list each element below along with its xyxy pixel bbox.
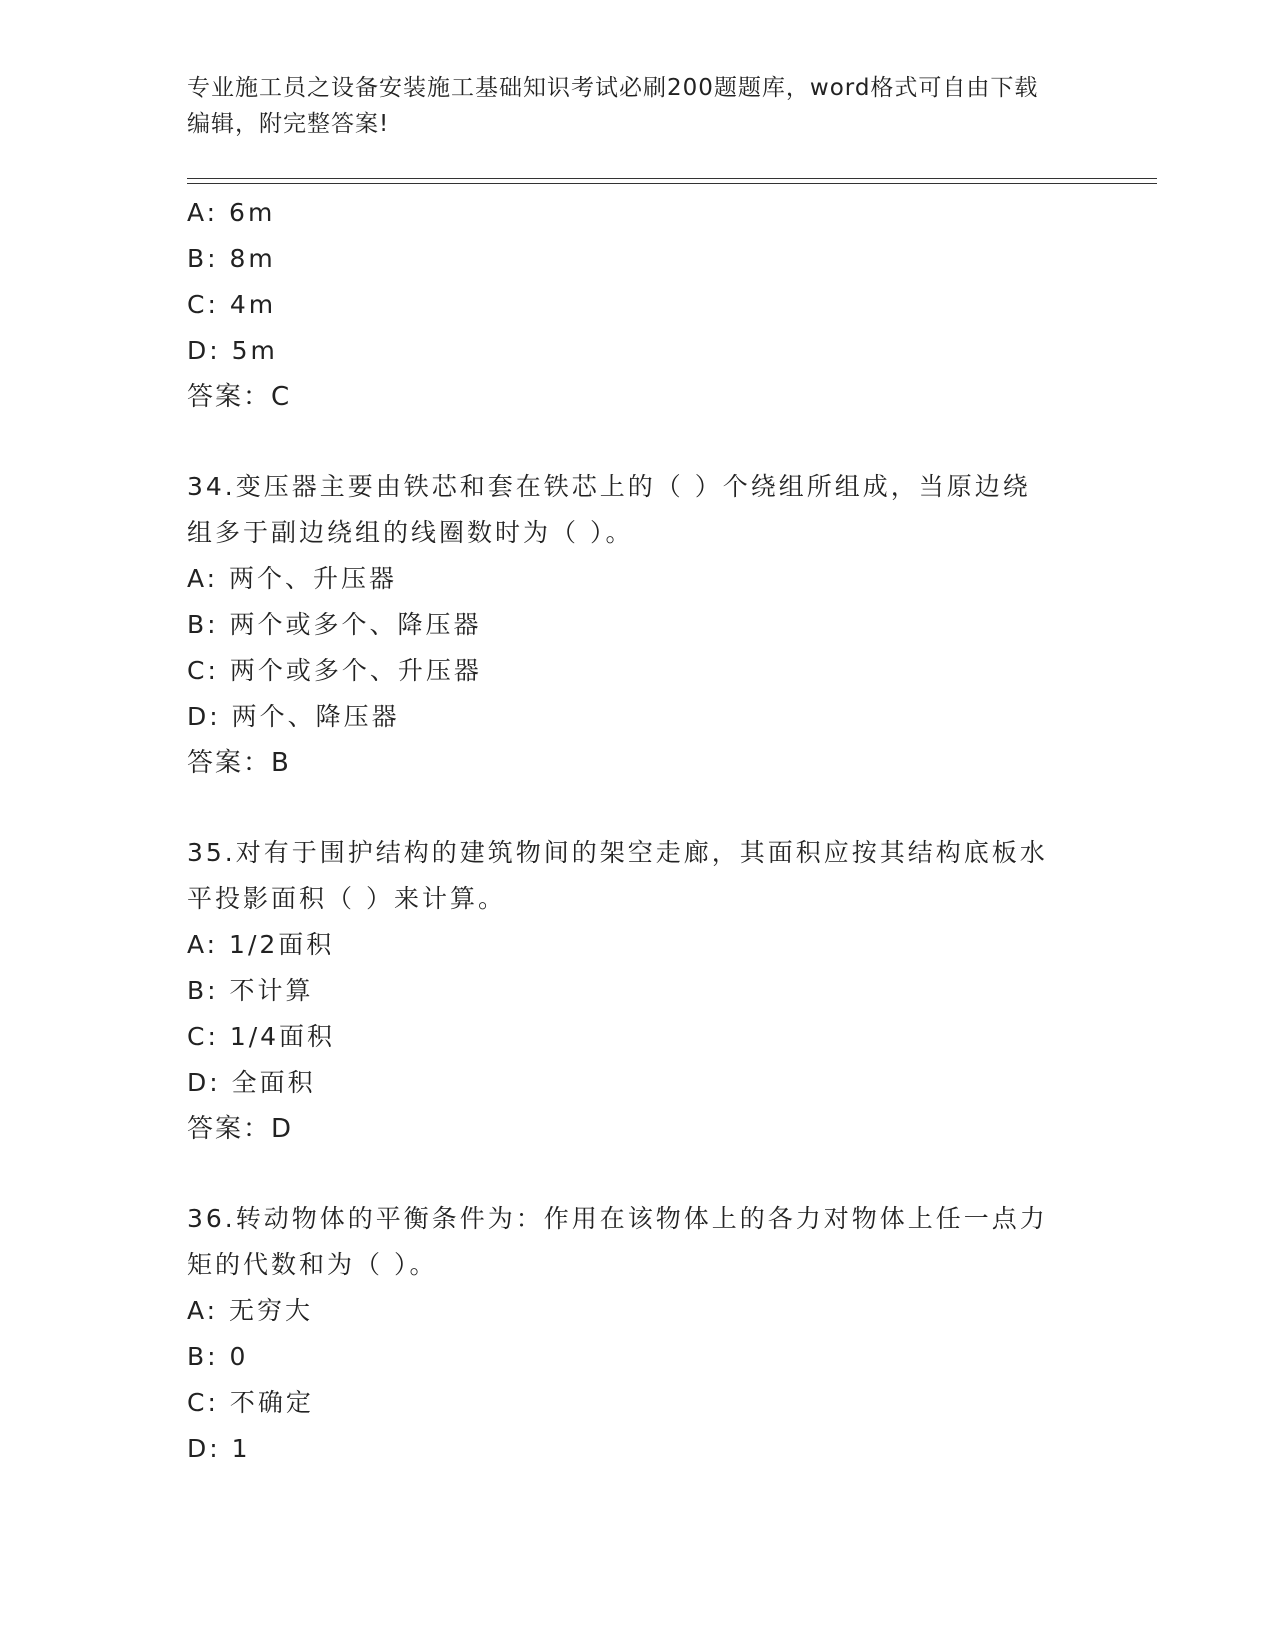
question-34 xyxy=(187,464,1087,786)
option-d: D: 1 xyxy=(187,1434,251,1463)
option-d: D: 全面积 xyxy=(187,1068,316,1097)
option-b: B: 8m xyxy=(187,244,276,273)
option-b: B: 两个或多个、降压器 xyxy=(187,610,482,639)
question-35 xyxy=(187,830,1087,1152)
option-a: A: 两个、升压器 xyxy=(187,564,398,593)
question-36 xyxy=(187,1196,1087,1472)
question-text-line-2: 组多于副边绕组的线圈数时为（ ）。 xyxy=(187,518,634,547)
option-a: A: 无穷大 xyxy=(187,1296,314,1325)
answer-label: 答案：D xyxy=(187,1114,294,1144)
question-text-line-2: 矩的代数和为（ ）。 xyxy=(187,1250,438,1279)
question-text-line-1: 36.转动物体的平衡条件为：作用在该物体上的各力对物体上任一点力 xyxy=(187,1204,1048,1233)
document-body xyxy=(187,190,1087,1472)
question-text-line-2: 平投影面积（ ）来计算。 xyxy=(187,884,506,913)
question-33-tail xyxy=(187,190,1087,420)
header-line-2: 编辑，附完整答案! xyxy=(187,111,390,137)
option-b: B: 0 xyxy=(187,1342,249,1371)
header-divider-top xyxy=(187,178,1157,179)
option-b: B: 不计算 xyxy=(187,976,314,1005)
answer-label: 答案：C xyxy=(187,382,292,412)
header-divider-bottom xyxy=(187,183,1157,184)
question-text-line-1: 34.变压器主要由铁芯和套在铁芯上的（ ）个绕组所组成，当原边绕 xyxy=(187,472,1031,501)
option-c: C: 4m xyxy=(187,290,277,319)
option-c: C: 不确定 xyxy=(187,1388,314,1417)
option-a: A: 6m xyxy=(187,198,276,227)
option-d: D: 两个、降压器 xyxy=(187,702,400,731)
option-a: A: 1/2面积 xyxy=(187,930,335,959)
question-text-line-1: 35.对有于围护结构的建筑物间的架空走廊，其面积应按其结构底板水 xyxy=(187,838,1048,867)
document-header xyxy=(187,70,1087,142)
header-line-1: 专业施工员之设备安装施工基础知识考试必刷200题题库，word格式可自由下载 xyxy=(187,75,1039,101)
option-c: C: 1/4面积 xyxy=(187,1022,336,1051)
option-d: D: 5m xyxy=(187,336,278,365)
option-c: C: 两个或多个、升压器 xyxy=(187,656,482,685)
answer-label: 答案：B xyxy=(187,748,291,778)
